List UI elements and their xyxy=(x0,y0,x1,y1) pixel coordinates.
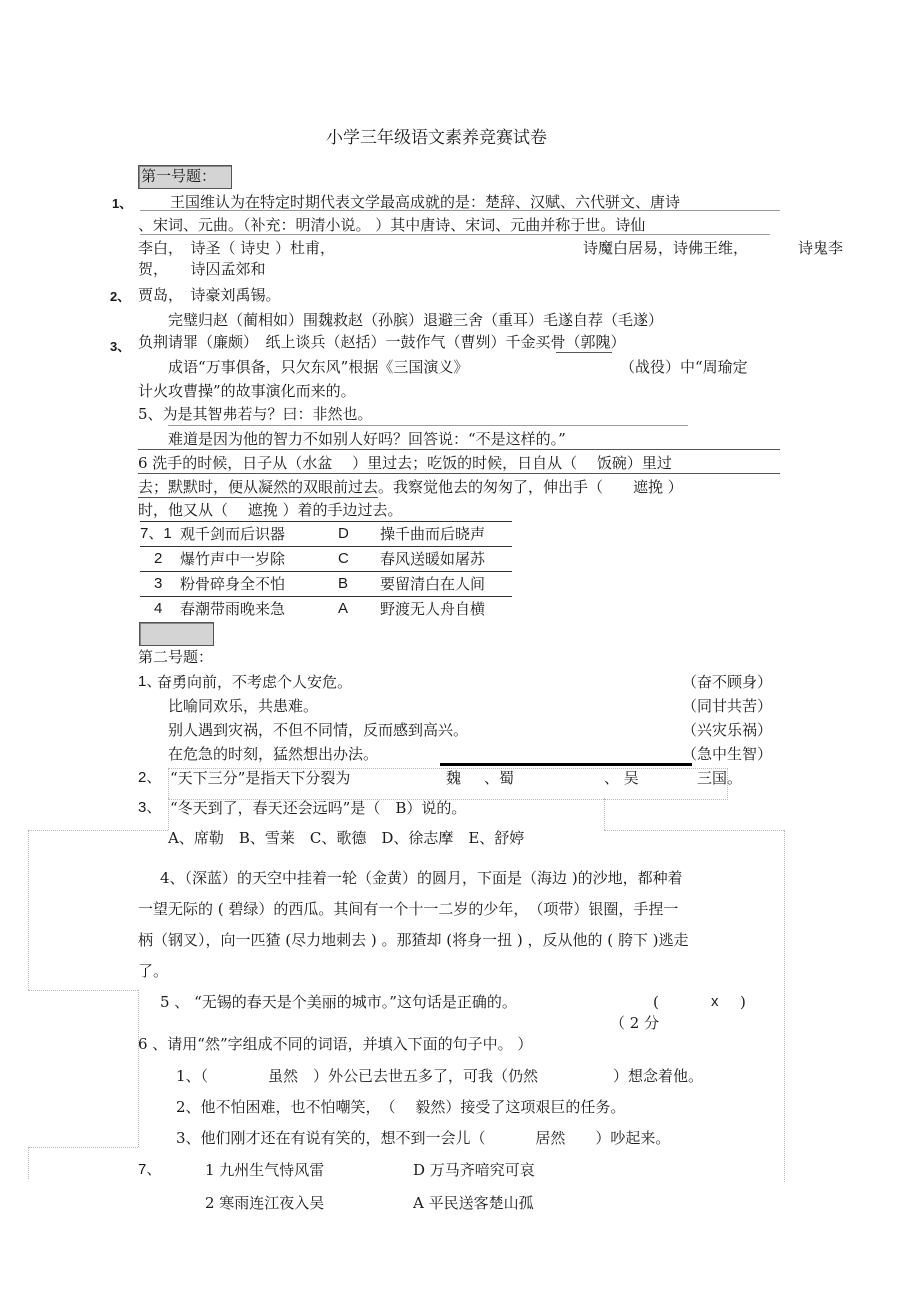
row-left: 爆竹声中一岁除 xyxy=(180,550,286,568)
dotted-frame xyxy=(28,830,168,831)
dotted-frame xyxy=(28,1147,29,1179)
s2-q4-line4: 了。 xyxy=(138,962,169,980)
s2-q2-number: 2、 xyxy=(138,769,162,786)
s2-q6-item2: 2、他不怕困难，也不怕嘲笑， （ 毅然）接受了这项艰巨的任务。 xyxy=(176,1098,626,1116)
row-right: 野渡无人舟自横 xyxy=(380,600,486,618)
section2-header: 第二号题： xyxy=(138,648,214,666)
s2-q2-answer3: 、 吴 xyxy=(604,769,639,787)
s2-q2-text: “天下三分”是指天下分裂为 xyxy=(170,769,351,787)
q1-line3a: 李白， 诗圣（ 诗史 ）杜甫， xyxy=(138,239,336,257)
table-row xyxy=(140,572,512,597)
underline xyxy=(138,449,780,450)
s2-q4-line1: 4、（深蓝）的天空中挂着一轮（金黄）的圆月，下面是（海边 )的沙地，都种着 xyxy=(160,869,683,887)
s2-q6-item1: 1、（ 虽然 ）外公已去世五多了，可我（仍然 ）想念着他。 xyxy=(176,1067,704,1085)
s2-q2-tail: 三国。 xyxy=(697,769,743,787)
s2-q7-number: 7、 xyxy=(138,1161,162,1178)
s2-q4-line2: 一望无际的 ( 碧绿）的西瓜。其间有一个十一二岁的少年， （项带）银圈，手捏一 xyxy=(138,900,679,918)
s2-q5-text: 5 、 “无锡的春天是个美丽的城市。”这句话是正确的。 xyxy=(160,993,517,1011)
q2-line1: 贾岛， 诗豪刘禹锡。 xyxy=(138,286,281,304)
s2-q1-item4: 在危急的时刻，猛然想出办法。 xyxy=(168,745,379,763)
underline xyxy=(556,352,612,353)
q6-line1: 6 洗手的时候，日子从（水盆 ）里过去；吃饭的时候，日自从（ 饭碗）里过 xyxy=(138,454,672,472)
row-right: 操千曲而后晓声 xyxy=(380,525,486,543)
q2-number: 2、 xyxy=(110,289,131,304)
q5-line2: 难道是因为他的智力不如别人好吗？回答说：“不是这样的。” xyxy=(168,430,566,448)
dotted-frame xyxy=(168,798,169,830)
document-title: 小学三年级语文素养竞赛试卷 xyxy=(326,128,547,148)
dotted-frame xyxy=(28,1147,138,1148)
q1-line3b: 诗魔白居易，诗佛王维， xyxy=(583,239,749,257)
s2-q1-number: 1、 xyxy=(138,673,162,690)
row-letter: C xyxy=(338,550,349,567)
s2-q3-number: 3、 xyxy=(138,799,162,816)
s2-q1-item2: 比喻同欢乐，共患难。 xyxy=(168,697,319,715)
s2-q5-paren-close: ) xyxy=(740,993,746,1011)
dotted-frame xyxy=(604,830,784,831)
s2-q7-row2-right: A 平民送客楚山孤 xyxy=(413,1194,534,1212)
row-number: 3 xyxy=(154,575,163,592)
table-row xyxy=(140,597,512,621)
s2-q5-answer: x xyxy=(711,993,719,1010)
section1-header: 第一号题： xyxy=(141,167,217,185)
dotted-frame xyxy=(784,830,785,1182)
heavy-rule xyxy=(440,763,692,766)
q3-line1: 负荆请罪（廉颇） 纸上谈兵（赵括）一鼓作气（曹刿）千金买骨（郭隗） xyxy=(138,333,626,351)
q4-line2: 计火攻曹操”的故事演化而来的。 xyxy=(138,382,356,400)
table-row xyxy=(140,521,512,547)
s2-q1-item1: 奋勇向前，不考虑个人安危。 xyxy=(157,673,353,691)
row-letter: B xyxy=(338,575,349,592)
s2-q6-item3: 3、他们刚才还在有说有笑的，想不到一会儿（ 居然 ）吵起来。 xyxy=(176,1129,671,1147)
q3-number: 3、 xyxy=(110,339,131,354)
row-left: 春潮带雨晚来急 xyxy=(180,600,286,618)
underline xyxy=(140,234,770,235)
s2-q6-text: 6 、请用“然”字组成不同的词语，并填入下面的句子中。 ） xyxy=(138,1035,533,1053)
underline xyxy=(140,210,780,211)
q7-match-table xyxy=(140,521,512,621)
s2-q7-row2-left: 2 寒雨连江夜入吴 xyxy=(205,1194,325,1212)
dotted-frame xyxy=(138,990,139,1147)
q4-line1a: 成语“万事俱备，只欠东风”根据《三国演义》 xyxy=(168,358,469,376)
row-right: 要留清白在人间 xyxy=(380,575,486,593)
s2-q2-answer2: 、蜀 xyxy=(484,769,515,787)
q2-line2: 完璧归赵（蔺相如）围魏救赵（孙膑）退避三舍（重耳）毛遂自荐（毛遂） xyxy=(168,311,664,329)
dotted-frame xyxy=(28,990,138,991)
q4-line1b: （战役）中“周瑜定 xyxy=(620,358,748,376)
underline xyxy=(138,473,780,474)
row-letter: A xyxy=(338,600,349,617)
s2-q1-answer1: （奋不顾身） xyxy=(682,673,773,691)
row-left: 粉骨碎身全不怕 xyxy=(180,575,286,593)
s2-q7-row1-right: D 万马齐喑究可哀 xyxy=(413,1161,535,1179)
table-row xyxy=(140,547,512,572)
s2-q2-answer1: 魏 xyxy=(446,769,462,787)
q6-line2: 去；默默时，便从凝然的双眼前过去。我察觉他去的匆匆了，伸出手（ 遮挽 ） xyxy=(138,478,683,496)
q1-line2: 、宋词、元曲。（补充：明清小说。 ）其中唐诗、宋词、元曲并称于世。诗仙 xyxy=(138,216,646,234)
s2-q3-text: “冬天到了，春天还会远吗”是（ B）说的。 xyxy=(170,799,467,817)
s2-q7-row1-left: 1 九州生气恃风雷 xyxy=(205,1161,325,1179)
row-letter: D xyxy=(338,525,349,542)
s2-q5-paren-open: ( xyxy=(653,993,659,1011)
q1-line3c: 诗鬼李 xyxy=(798,239,844,257)
q1-line4: 贺， 诗囚孟郊和 xyxy=(138,260,266,278)
q1-line1: 王国维认为在特定时期代表文学最高成就的是：楚辞、汉赋、六代骈文、唐诗 xyxy=(170,193,681,211)
underline xyxy=(138,497,378,498)
row-number: 7、1 xyxy=(140,525,172,542)
s2-q1-answer4: （急中生智） xyxy=(682,745,773,763)
s2-q1-item3: 别人遇到灾祸，不但不同情，反而感到高兴。 xyxy=(168,721,469,739)
s2-q1-answer2: （同甘共苦） xyxy=(682,697,773,715)
underline xyxy=(168,425,688,426)
q5-line1: 5、为是其智弗若与？曰：非然也。 xyxy=(138,405,373,423)
row-right: 春风送暖如屠苏 xyxy=(380,550,486,568)
row-left: 观千剑而后识器 xyxy=(180,525,286,543)
row-number: 2 xyxy=(154,550,163,567)
dotted-frame xyxy=(604,798,605,830)
section2-header-box xyxy=(139,622,214,646)
q1-number: 1、 xyxy=(112,196,133,211)
row-number: 4 xyxy=(154,600,163,617)
s2-q4-line3: 柄（钢叉），向一匹猹 (尽力地刺去 ) 。那猹却 (将身一扭 ) ，反从他的 ( 胯下 )逃走 xyxy=(138,931,689,949)
dotted-frame xyxy=(28,830,29,990)
s2-q3-options: A、席勒 B、雪莱 C、歌德 D、徐志摩 E、舒婷 xyxy=(168,829,525,847)
q6-line3: 时，他又从（ 遮挽 ）着的手边过去。 xyxy=(138,501,403,519)
s2-q6-points: （ 2 分 xyxy=(610,1014,660,1032)
s2-q1-answer3: （兴灾乐祸） xyxy=(682,721,773,739)
